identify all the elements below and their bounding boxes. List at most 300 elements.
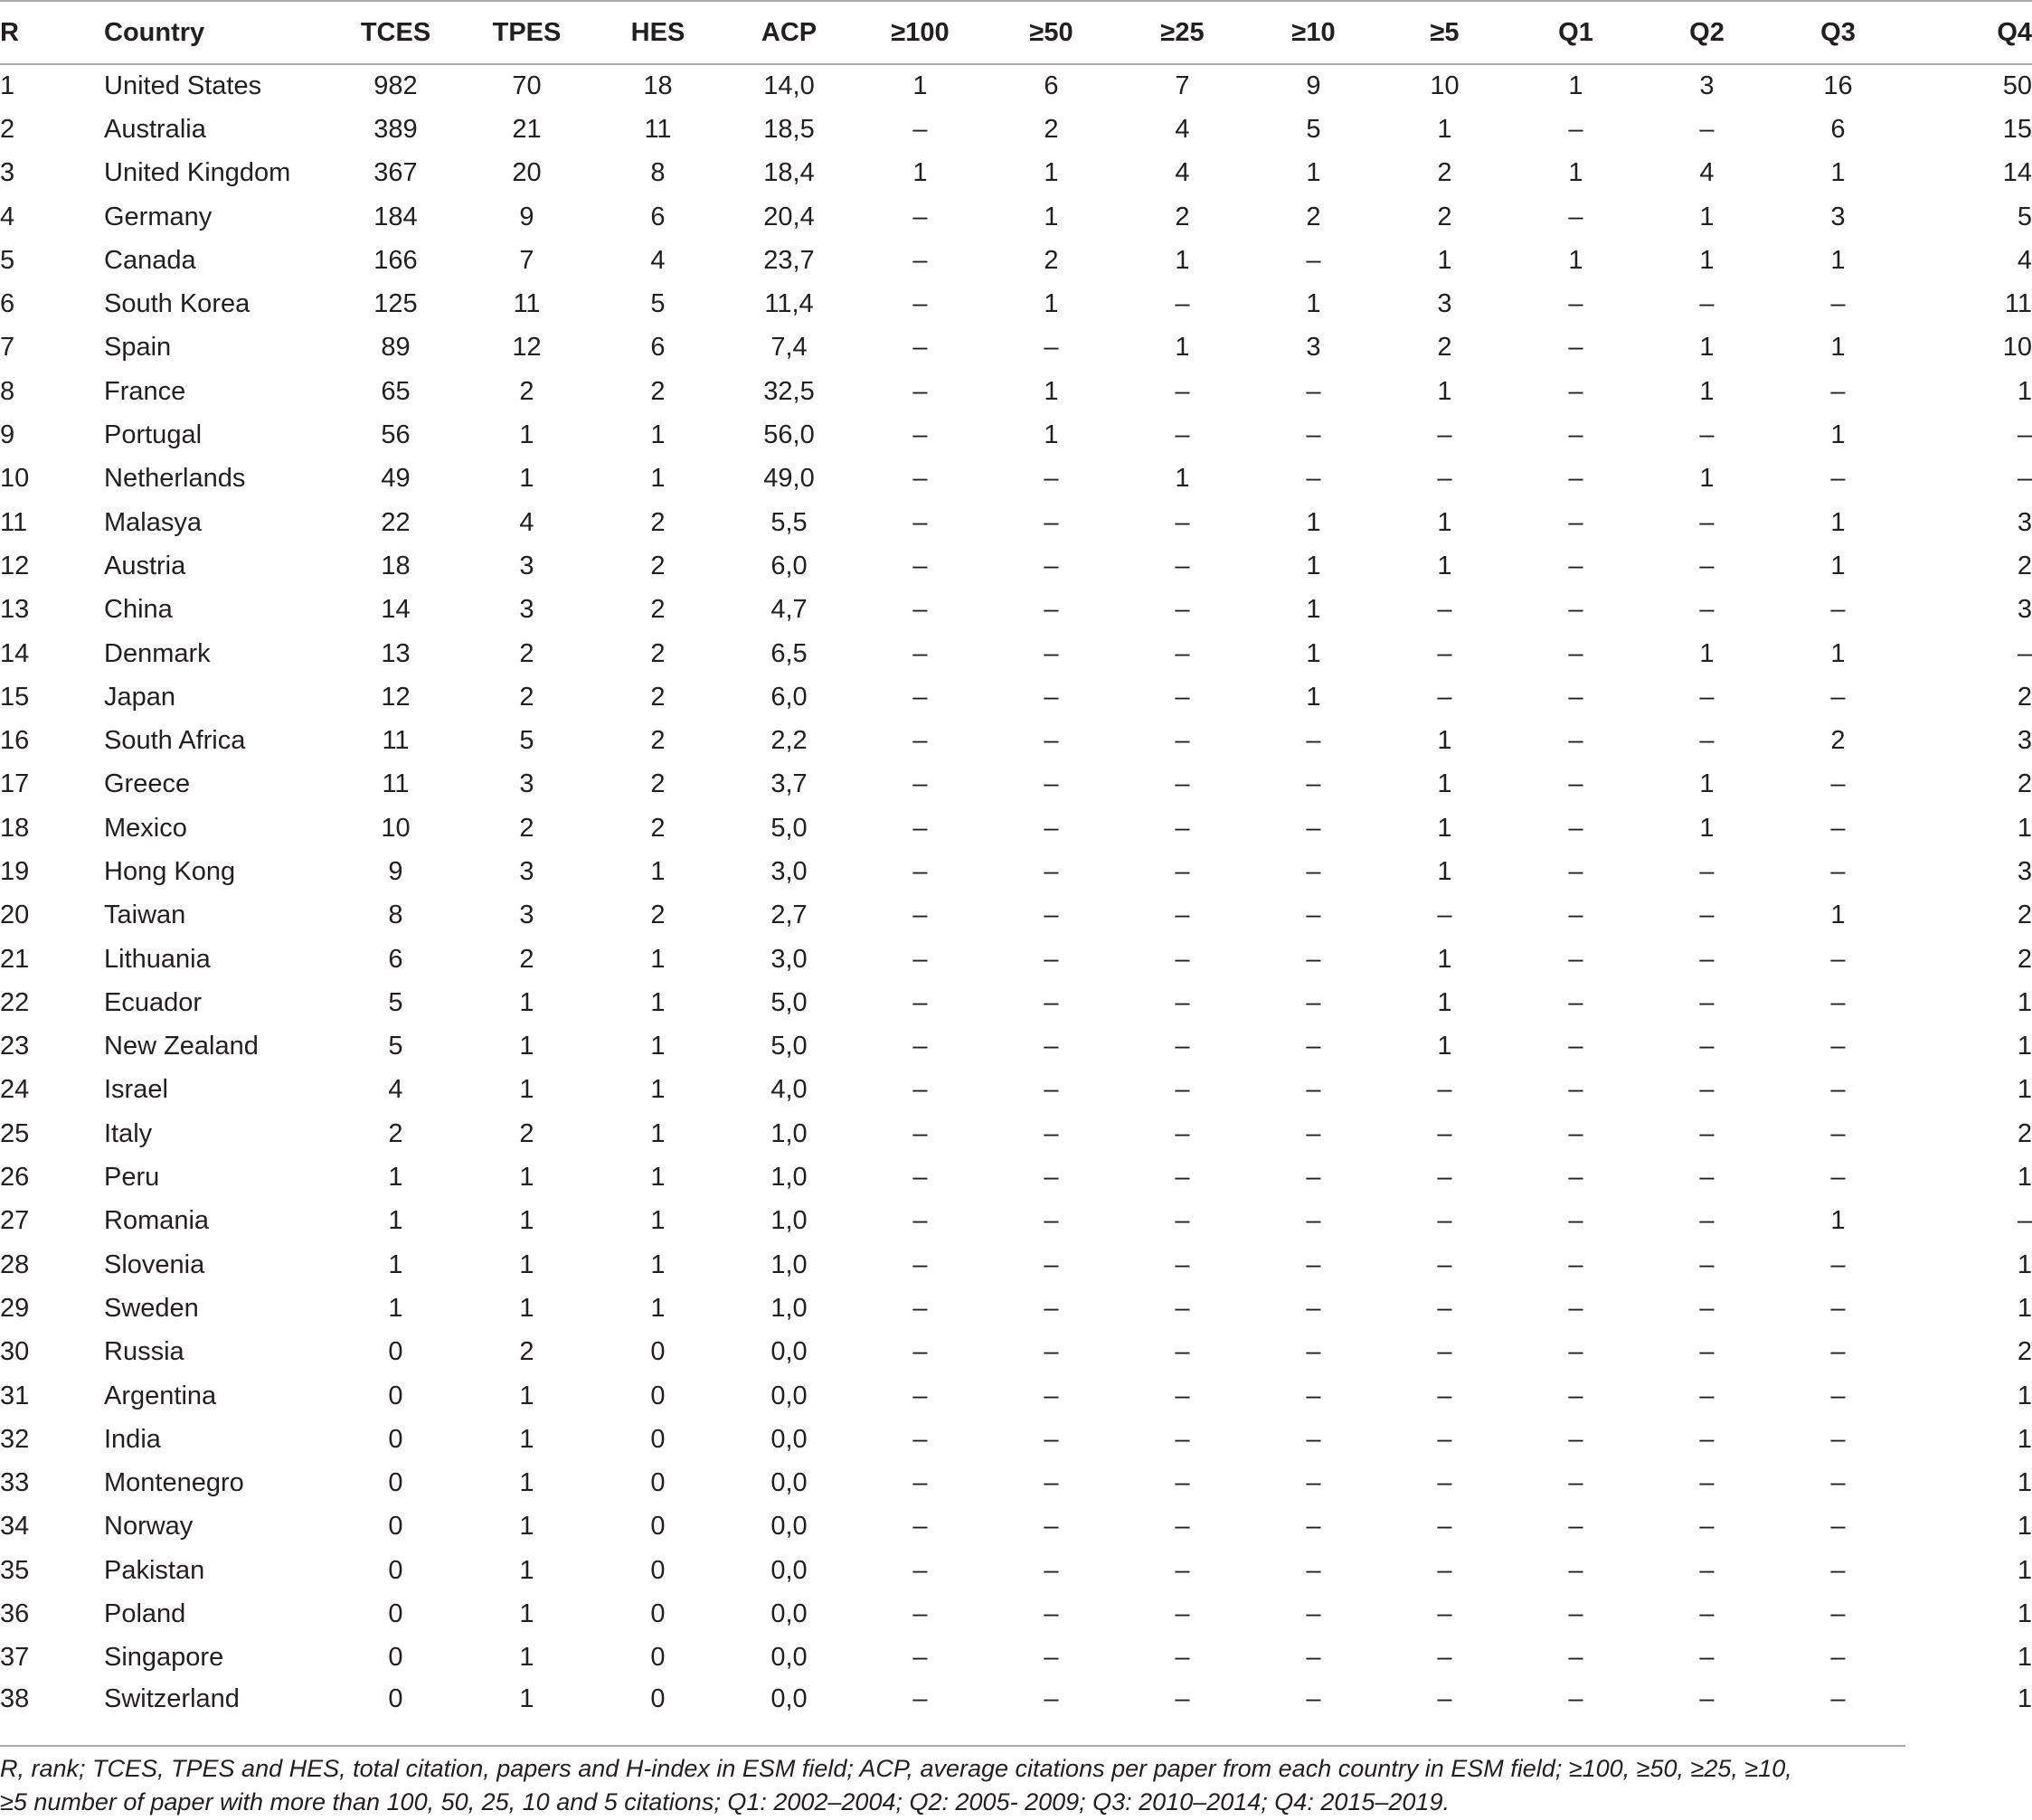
cell-country: Poland [104, 1599, 186, 1629]
table-row [0, 1069, 2032, 1112]
cell-ge25: – [1175, 1468, 1190, 1498]
cell-ge100: – [912, 638, 928, 668]
cell-acp: 3,7 [770, 769, 808, 799]
cell-ge50: – [1044, 1118, 1059, 1148]
cell-country: Australia [104, 114, 206, 144]
cell-ge10: 9 [1306, 71, 1321, 101]
column-header-q2: Q2 [1641, 1, 1772, 64]
cell-q3: 1 [1830, 638, 1846, 668]
cell-hes: 1 [650, 1163, 666, 1193]
cell-tces: 0 [388, 1512, 403, 1542]
cell-q3: – [1830, 1249, 1846, 1279]
cell-ge10: 1 [1306, 158, 1321, 188]
cell-tces: 6 [388, 944, 403, 974]
cell-country: Lithuania [104, 944, 211, 974]
cell-hes: 2 [650, 551, 666, 580]
cell-tpes: 2 [519, 944, 534, 974]
cell-ge5: 1 [1437, 376, 1452, 406]
cell-q1: – [1568, 1032, 1583, 1061]
cell-tces: 1 [388, 1293, 403, 1323]
table-row [0, 1331, 2032, 1374]
cell-tces: 389 [373, 114, 418, 144]
cell-q2: – [1699, 507, 1715, 537]
cell-ge50: – [1044, 1555, 1059, 1585]
cell-q1: – [1568, 769, 1583, 799]
cell-ge50: – [1044, 1032, 1059, 1061]
cell-ge10: – [1306, 856, 1321, 886]
cell-ge50: – [1044, 1206, 1059, 1236]
cell-tces: 0 [388, 1381, 403, 1410]
cell-ge100: – [912, 245, 928, 275]
cell-ge5: – [1437, 1163, 1452, 1193]
cell-ge100: – [912, 944, 928, 974]
cell-q1: 1 [1568, 158, 1583, 188]
cell-q3: – [1830, 769, 1846, 799]
cell-q4: 4 [2017, 245, 2032, 275]
cell-rank: 2 [0, 114, 15, 144]
cell-q1: – [1568, 1643, 1583, 1673]
cell-country: Pakistan [104, 1555, 205, 1585]
cell-q3: – [1830, 376, 1846, 406]
cell-tpes: 70 [512, 71, 542, 101]
cell-ge25: – [1175, 1643, 1190, 1673]
cell-hes: 1 [650, 1249, 666, 1279]
cell-ge25: 4 [1175, 158, 1190, 188]
table-row [0, 413, 2032, 457]
cell-hes: 1 [650, 987, 666, 1017]
cell-tpes: 21 [512, 114, 542, 144]
cell-ge5: – [1437, 1468, 1452, 1498]
cell-hes: 2 [650, 813, 666, 843]
cell-q1: – [1568, 1381, 1583, 1410]
cell-q1: – [1568, 682, 1583, 712]
cell-q3: – [1830, 1032, 1846, 1061]
cell-ge100: – [912, 1118, 928, 1148]
cell-q2: – [1699, 420, 1715, 450]
cell-q4: 1 [2017, 1075, 2032, 1105]
cell-ge100: – [912, 1643, 928, 1673]
cell-tpes: 4 [519, 507, 534, 537]
column-header-ge10: ≥10 [1248, 1, 1379, 64]
cell-q1: – [1568, 1424, 1583, 1454]
cell-q1: – [1568, 1468, 1583, 1498]
cell-tpes: 1 [519, 1163, 534, 1193]
cell-country: Denmark [104, 638, 211, 668]
cell-tpes: 1 [519, 1424, 534, 1454]
cell-tces: 11 [382, 726, 410, 756]
cell-q4: 10 [2002, 333, 2032, 363]
cell-tces: 125 [373, 289, 418, 319]
cell-ge5: 1 [1437, 551, 1452, 580]
cell-ge5: – [1437, 1424, 1452, 1454]
cell-q4: 2 [2017, 769, 2032, 799]
cell-ge50: – [1044, 333, 1059, 363]
cell-q3: – [1830, 813, 1846, 843]
cell-q3: 16 [1823, 71, 1853, 101]
cell-rank: 15 [0, 682, 30, 712]
cell-tces: 56 [381, 420, 411, 450]
table-row [0, 501, 2032, 544]
cell-rank: 4 [0, 202, 15, 231]
cell-country: Greece [104, 769, 191, 799]
cell-q1: – [1568, 202, 1583, 231]
table-row [0, 1418, 2032, 1461]
cell-rank: 13 [0, 595, 30, 625]
cell-ge5: – [1437, 1337, 1452, 1367]
cell-hes: 0 [650, 1512, 666, 1542]
cell-ge50: – [1044, 1163, 1059, 1193]
cell-ge5: – [1437, 1206, 1452, 1236]
cell-rank: 37 [0, 1643, 30, 1673]
cell-q1: 1 [1568, 245, 1583, 275]
cell-ge100: – [912, 1599, 928, 1629]
cell-ge25: 2 [1175, 202, 1190, 231]
cell-hes: 5 [650, 289, 666, 319]
cell-ge100: – [912, 813, 928, 843]
cell-acp: 6,5 [770, 638, 808, 668]
column-header-ge50: ≥50 [986, 1, 1117, 64]
cell-q3: – [1830, 1599, 1846, 1629]
cell-country: Sweden [104, 1293, 199, 1323]
cell-q3: – [1830, 682, 1846, 712]
cell-q2: – [1699, 1643, 1715, 1673]
cell-tpes: 2 [519, 1118, 534, 1148]
cell-country: France [104, 376, 186, 406]
cell-q4: 1 [2017, 1032, 2032, 1061]
cell-ge10: 5 [1306, 114, 1321, 144]
cell-hes: 2 [650, 726, 666, 756]
cell-q4: 1 [2017, 813, 2032, 843]
cell-ge10: – [1306, 1555, 1321, 1585]
cell-tpes: 11 [513, 289, 541, 319]
cell-country: Switzerland [104, 1683, 240, 1713]
cell-ge25: 1 [1175, 245, 1190, 275]
cell-ge25: – [1175, 1032, 1190, 1061]
cell-ge5: 3 [1437, 289, 1452, 319]
cell-q3: – [1830, 1643, 1846, 1673]
cell-rank: 17 [0, 769, 30, 799]
cell-ge5: – [1437, 420, 1452, 450]
cell-ge100: – [912, 202, 928, 231]
cell-rank: 24 [0, 1075, 30, 1105]
cell-hes: 1 [650, 1075, 666, 1105]
table-row [0, 1025, 2032, 1069]
cell-acp: 0,0 [770, 1512, 808, 1542]
cell-rank: 21 [0, 944, 30, 974]
cell-q1: – [1568, 1555, 1583, 1585]
cell-q1: – [1568, 289, 1583, 319]
cell-hes: 2 [650, 507, 666, 537]
cell-ge50: – [1044, 987, 1059, 1017]
cell-q4: 1 [2017, 376, 2032, 406]
cell-q1: – [1568, 1683, 1583, 1713]
table-row [0, 326, 2032, 370]
cell-tpes: 1 [519, 1512, 534, 1542]
cell-acp: 4,7 [770, 595, 808, 625]
table-row [0, 239, 2032, 282]
cell-country: Netherlands [104, 464, 246, 494]
cell-hes: 2 [650, 901, 666, 930]
cell-tpes: 2 [519, 1337, 534, 1367]
table-row [0, 894, 2032, 938]
table-row [0, 938, 2032, 981]
cell-country: Canada [104, 245, 196, 275]
table-row [0, 763, 2032, 806]
cell-acp: 0,0 [770, 1424, 808, 1454]
cell-rank: 38 [0, 1683, 30, 1713]
cell-q4: – [2017, 638, 2032, 668]
cell-ge50: 1 [1044, 158, 1059, 188]
cell-q4: 1 [2017, 1468, 2032, 1498]
cell-ge25: – [1175, 944, 1190, 974]
cell-rank: 9 [0, 420, 15, 450]
cell-q2: 1 [1699, 202, 1715, 231]
cell-q4: 1 [2017, 1643, 2032, 1673]
cell-q2: – [1699, 1075, 1715, 1105]
cell-country: South Korea [104, 289, 250, 319]
cell-ge50: – [1044, 1599, 1059, 1629]
cell-tpes: 3 [519, 595, 534, 625]
cell-ge10: – [1306, 1643, 1321, 1673]
footnote-line-2: ≥5 number of paper with more than 100, 50, 25, 10 and 5 citations; Q1: 2002–2004; Q2: 2005- 2009; Q3: 2010–2014; Q4: 2015–2019. [0, 1788, 1450, 1815]
cell-ge50: – [1044, 813, 1059, 843]
cell-q1: – [1568, 1206, 1583, 1236]
table-row [0, 1112, 2032, 1155]
cell-ge5: 1 [1437, 507, 1452, 537]
cell-q4: 1 [2017, 1683, 2032, 1713]
cell-acp: 1,0 [770, 1249, 808, 1279]
cell-ge100: – [912, 289, 928, 319]
cell-ge10: 1 [1306, 682, 1321, 712]
cell-q2: – [1699, 726, 1715, 756]
table-row [0, 1462, 2032, 1505]
cell-country: Montenegro [104, 1468, 244, 1498]
cell-rank: 7 [0, 333, 15, 363]
cell-ge100: 1 [912, 71, 928, 101]
cell-q3: 6 [1830, 114, 1846, 144]
cell-acp: 4,0 [770, 1075, 808, 1105]
cell-hes: 0 [650, 1683, 666, 1713]
cell-hes: 1 [650, 944, 666, 974]
cell-q3: – [1830, 464, 1846, 494]
cell-q1: – [1568, 726, 1583, 756]
cell-country: Argentina [104, 1381, 217, 1410]
cell-tces: 0 [388, 1683, 403, 1713]
cell-acp: 6,0 [770, 682, 808, 712]
column-header-hes: HES [592, 1, 723, 64]
cell-ge25: – [1175, 638, 1190, 668]
cell-q4: 15 [2002, 114, 2032, 144]
cell-ge25: – [1175, 901, 1190, 930]
cell-tpes: 1 [519, 1555, 534, 1585]
cell-q3: 1 [1830, 551, 1846, 580]
cell-q2: – [1699, 1424, 1715, 1454]
cell-country: Israel [104, 1075, 168, 1105]
cell-country: Portugal [104, 420, 203, 450]
cell-q3: – [1830, 1555, 1846, 1585]
cell-q2: 1 [1699, 376, 1715, 406]
cell-ge10: – [1306, 1683, 1321, 1713]
cell-q4: 1 [2017, 1599, 2032, 1629]
header-row [0, 1, 2032, 64]
cell-rank: 11 [0, 507, 28, 537]
cell-acp: 23,7 [763, 245, 815, 275]
table-row [0, 806, 2032, 850]
cell-tpes: 2 [519, 638, 534, 668]
cell-ge10: – [1306, 1206, 1321, 1236]
cell-hes: 0 [650, 1468, 666, 1498]
cell-q4: 2 [2017, 1337, 2032, 1367]
cell-rank: 20 [0, 901, 30, 930]
cell-tpes: 1 [519, 1206, 534, 1236]
cell-acp: 5,0 [770, 1032, 808, 1061]
cell-tces: 89 [381, 333, 411, 363]
cell-ge25: 1 [1175, 333, 1190, 363]
cell-tpes: 12 [512, 333, 542, 363]
cell-tpes: 3 [519, 551, 534, 580]
cell-ge100: – [912, 1683, 928, 1713]
cell-rank: 29 [0, 1293, 30, 1323]
cell-tpes: 3 [519, 901, 534, 930]
cell-q3: 1 [1830, 158, 1846, 188]
cell-ge50: – [1044, 1683, 1059, 1713]
cell-country: Austria [104, 551, 186, 580]
cell-tpes: 1 [519, 1075, 534, 1105]
cell-tces: 10 [381, 813, 411, 843]
cell-ge10: – [1306, 1512, 1321, 1542]
cell-ge5: – [1437, 901, 1452, 930]
cell-q2: – [1699, 1683, 1715, 1713]
cell-tces: 8 [388, 901, 403, 930]
cell-q2: – [1699, 1468, 1715, 1498]
table-row [0, 64, 2032, 108]
cell-q4: 2 [2017, 1118, 2032, 1148]
cell-q2: 1 [1699, 333, 1715, 363]
cell-ge50: 2 [1044, 245, 1059, 275]
cell-tces: 1 [388, 1206, 403, 1236]
cell-q3: – [1830, 1075, 1846, 1105]
cell-country: United States [104, 71, 262, 101]
cell-ge5: – [1437, 638, 1452, 668]
cell-ge50: – [1044, 1643, 1059, 1673]
cell-ge100: – [912, 333, 928, 363]
table-row [0, 1374, 2032, 1418]
cell-q1: – [1568, 1293, 1583, 1323]
cell-ge10: – [1306, 1599, 1321, 1629]
cell-ge25: – [1175, 1683, 1190, 1713]
cell-tpes: 1 [519, 1249, 534, 1279]
cell-q2: – [1699, 114, 1715, 144]
cell-q2: – [1699, 944, 1715, 974]
cell-q3: 1 [1830, 901, 1846, 930]
cell-acp: 18,4 [763, 158, 815, 188]
cell-q4: 1 [2017, 1293, 2032, 1323]
cell-tpes: 1 [519, 464, 534, 494]
cell-ge100: 1 [912, 158, 928, 188]
cell-ge25: – [1175, 289, 1190, 319]
cell-country: Germany [104, 202, 213, 231]
cell-q3: – [1830, 1683, 1846, 1713]
cell-q4: 1 [2017, 1249, 2032, 1279]
cell-ge100: – [912, 1337, 928, 1367]
cell-acp: 1,0 [770, 1206, 808, 1236]
cell-q3: 1 [1830, 333, 1846, 363]
cell-q1: – [1568, 114, 1583, 144]
cell-q4: 50 [2002, 71, 2032, 101]
cell-tpes: 3 [519, 856, 534, 886]
cell-q4: 3 [2017, 856, 2032, 886]
cell-q4: 3 [2017, 595, 2032, 625]
cell-country: New Zealand [104, 1032, 259, 1061]
cell-q4: – [2017, 464, 2032, 494]
cell-ge5: – [1437, 1512, 1452, 1542]
table-row [0, 1680, 2032, 1723]
table-row [0, 1243, 2032, 1287]
cell-ge50: – [1044, 1337, 1059, 1367]
cell-rank: 23 [0, 1032, 30, 1061]
table-row [0, 457, 2032, 501]
cell-q3: – [1830, 944, 1846, 974]
cell-ge25: – [1175, 1512, 1190, 1542]
table-row [0, 1592, 2032, 1636]
cell-ge50: – [1044, 1512, 1059, 1542]
cell-tces: 367 [373, 158, 418, 188]
cell-tces: 1 [388, 1163, 403, 1193]
cell-q4: 14 [2002, 158, 2032, 188]
cell-q2: – [1699, 1249, 1715, 1279]
cell-rank: 16 [0, 726, 30, 756]
cell-tces: 0 [388, 1468, 403, 1498]
cell-ge10: – [1306, 1163, 1321, 1193]
cell-hes: 2 [650, 769, 666, 799]
cell-ge50: 1 [1044, 289, 1059, 319]
cell-ge100: – [912, 1249, 928, 1279]
cell-ge10: – [1306, 420, 1321, 450]
cell-q2: 1 [1699, 769, 1715, 799]
cell-q2: – [1699, 1293, 1715, 1323]
cell-q2: 4 [1699, 158, 1715, 188]
cell-q3: – [1830, 595, 1846, 625]
table-row [0, 282, 2032, 325]
table-header [0, 1, 2032, 64]
cell-q3: 1 [1830, 245, 1846, 275]
cell-ge5: 1 [1437, 944, 1452, 974]
cell-ge10: 1 [1306, 638, 1321, 668]
cell-rank: 8 [0, 376, 15, 406]
cell-q1: – [1568, 333, 1583, 363]
cell-acp: 2,2 [770, 726, 808, 756]
cell-ge10: – [1306, 987, 1321, 1017]
cell-ge5: – [1437, 682, 1452, 712]
cell-country: Peru [104, 1163, 160, 1193]
cell-ge50: 1 [1044, 420, 1059, 450]
cell-q3: – [1830, 289, 1846, 319]
cell-q2: – [1699, 1118, 1715, 1148]
cell-ge100: – [912, 726, 928, 756]
cell-q2: 1 [1699, 464, 1715, 494]
cell-hes: 2 [650, 595, 666, 625]
cell-tces: 0 [388, 1599, 403, 1629]
cell-ge25: – [1175, 1599, 1190, 1629]
cell-q3: – [1830, 987, 1846, 1017]
cell-acp: 5,0 [770, 987, 808, 1017]
cell-q4: 2 [2017, 901, 2032, 930]
cell-q1: – [1568, 944, 1583, 974]
table-row [0, 370, 2032, 413]
cell-acp: 20,4 [763, 202, 815, 231]
cell-rank: 26 [0, 1163, 30, 1193]
cell-ge100: – [912, 507, 928, 537]
